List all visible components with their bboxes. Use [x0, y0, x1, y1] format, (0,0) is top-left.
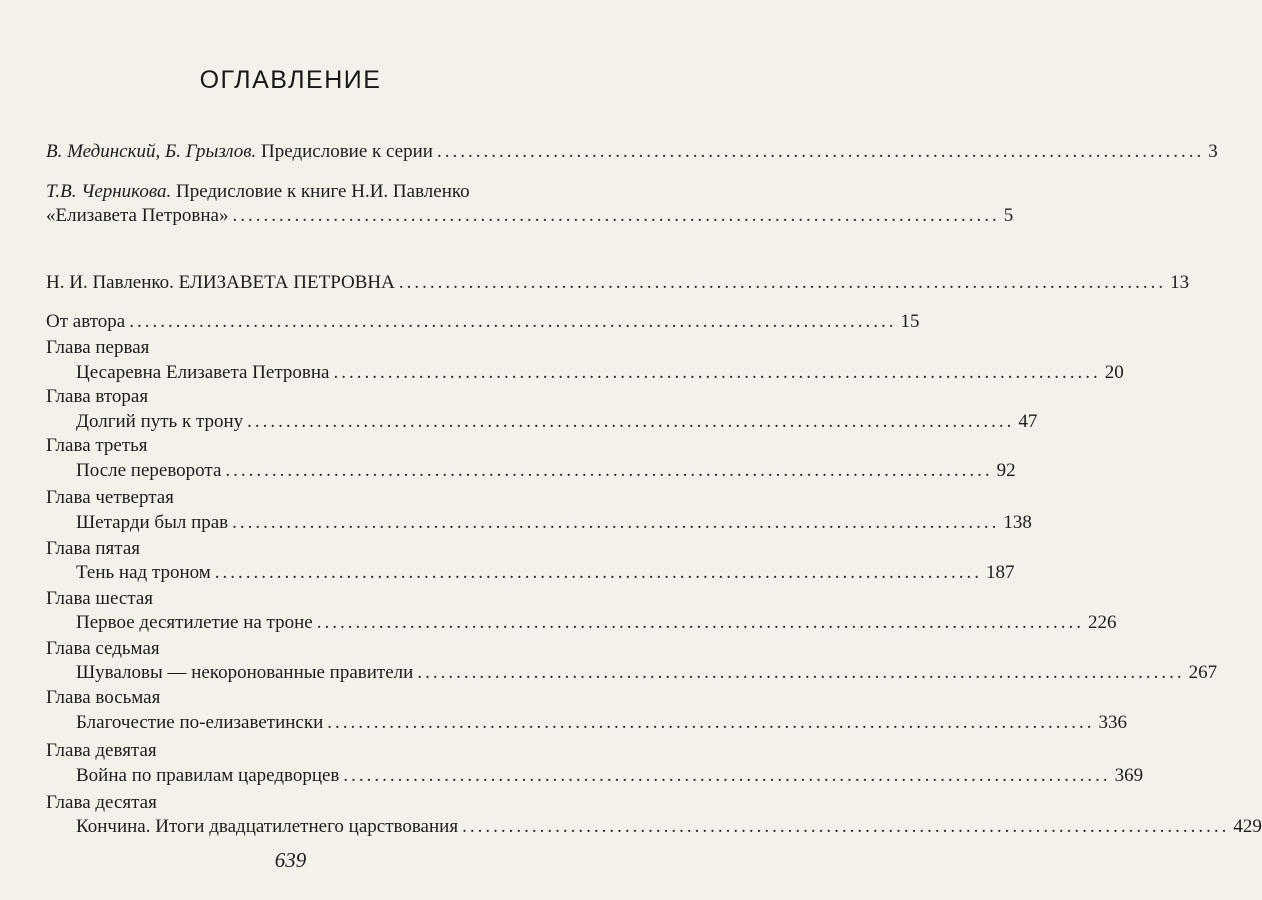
entry-page: 15 — [900, 311, 920, 332]
entry-page: 92 — [996, 460, 1016, 481]
chapter-label: Глава четвертая — [46, 487, 174, 508]
toc-entry-chapter-7[interactable] — [76, 661, 1218, 685]
entry-title: Н. И. Павленко. ЕЛИЗАВЕТА ПЕТРОВНА — [46, 272, 395, 293]
chapter-label: Глава девятая — [46, 740, 157, 761]
dot-leader: ................................................................................................... — [333, 362, 1101, 383]
entry-page: 369 — [1114, 765, 1144, 786]
dot-leader: ................................................................................................... — [417, 662, 1185, 683]
chapter-label: Глава третья — [46, 435, 148, 456]
chapter-label: Глава седьмая — [46, 638, 160, 659]
entry-title: От автора — [46, 311, 126, 332]
toc-entry-chapter-10[interactable] — [76, 815, 1262, 839]
toc-entry-book-preface-line2[interactable] — [46, 204, 1014, 228]
entry-title: Шуваловы — некоронованные правители — [76, 662, 414, 683]
entry-title: Первое десятилетие на троне — [76, 612, 313, 633]
entry-title: Предисловие к книге Н.И. Павленко — [175, 181, 470, 202]
entry-page: 267 — [1188, 662, 1218, 683]
toc-entry-chapter-8[interactable] — [76, 711, 1127, 735]
dot-leader: ................................................................................................... — [225, 460, 993, 481]
entry-page: 187 — [986, 562, 1015, 583]
entry-page: 3 — [1208, 141, 1218, 162]
dot-leader: ................................................................................................... — [436, 141, 1205, 162]
entry-page: 47 — [1018, 411, 1038, 432]
page-number: 639 — [274, 848, 307, 872]
chapter-label: Глава первая — [46, 337, 150, 358]
page-title: ОГЛАВЛЕНИЕ — [199, 66, 382, 94]
entry-authors: Т.В. Черникова. — [46, 181, 172, 202]
toc-entry-book-preface-line1[interactable] — [46, 180, 538, 204]
entry-title: Долгий путь к трону — [76, 411, 244, 432]
toc-entry-chapter-5[interactable] — [76, 561, 1015, 585]
chapter-label: Глава вторая — [46, 386, 149, 407]
dot-leader: ................................................................................................... — [316, 612, 1084, 633]
entry-page: 13 — [1170, 272, 1190, 293]
dot-leader: ................................................................................................... — [232, 205, 1000, 226]
chapter-label: Глава десятая — [46, 792, 157, 813]
toc-entry-chapter-9[interactable] — [76, 764, 1144, 788]
entry-title: Предисловие к серии — [261, 141, 433, 162]
chapter-label: Глава шестая — [46, 588, 154, 609]
entry-title: Кончина. Итоги двадцатилетнего царствования — [76, 816, 459, 837]
chapter-label: Глава пятая — [46, 538, 140, 559]
chapter-label: Глава восьмая — [46, 687, 161, 708]
toc-entry-chapter-6[interactable] — [76, 611, 1117, 635]
dot-leader: ................................................................................................... — [214, 562, 983, 583]
toc-entry-chapter-2[interactable] — [76, 410, 1038, 434]
entry-authors: В. Мединский, Б. Грызлов. — [46, 141, 257, 162]
dot-leader: ................................................................................................... — [398, 272, 1167, 293]
dot-leader: ................................................................................................... — [129, 311, 897, 332]
entry-page: 336 — [1098, 712, 1127, 733]
entry-page: 5 — [1003, 205, 1014, 226]
dot-leader: ................................................................................................... — [247, 411, 1015, 432]
entry-title: Цесаревна Елизавета Петровна — [76, 362, 330, 383]
entry-title: Война по правилам царедворцев — [76, 765, 340, 786]
toc-entry-chapter-1[interactable] — [76, 361, 1124, 385]
dot-leader: ................................................................................................... — [232, 512, 1000, 533]
entry-page: 226 — [1087, 612, 1117, 633]
dot-leader: ................................................................................................... — [327, 712, 1095, 733]
entry-page: 20 — [1104, 362, 1124, 383]
entry-title: После переворота — [76, 460, 222, 481]
entry-page: 138 — [1003, 512, 1032, 533]
toc-entry-main-work[interactable] — [46, 271, 1190, 295]
toc-entry-chapter-4[interactable] — [76, 511, 1032, 535]
entry-title: Благочестие по-елизаветински — [76, 712, 324, 733]
entry-page: 429 — [1233, 816, 1262, 837]
toc-entry-from-author[interactable] — [46, 310, 920, 334]
toc-entry-series-preface[interactable] — [46, 140, 1218, 164]
entry-title-cont: «Елизавета Петровна» — [46, 205, 229, 226]
toc-entry-chapter-3[interactable] — [76, 459, 1016, 483]
dot-leader: ................................................................................................... — [343, 765, 1111, 786]
entry-title: Шетарди был прав — [76, 512, 229, 533]
entry-title: Тень над троном — [76, 562, 211, 583]
dot-leader: ................................................................................................... — [462, 816, 1230, 837]
